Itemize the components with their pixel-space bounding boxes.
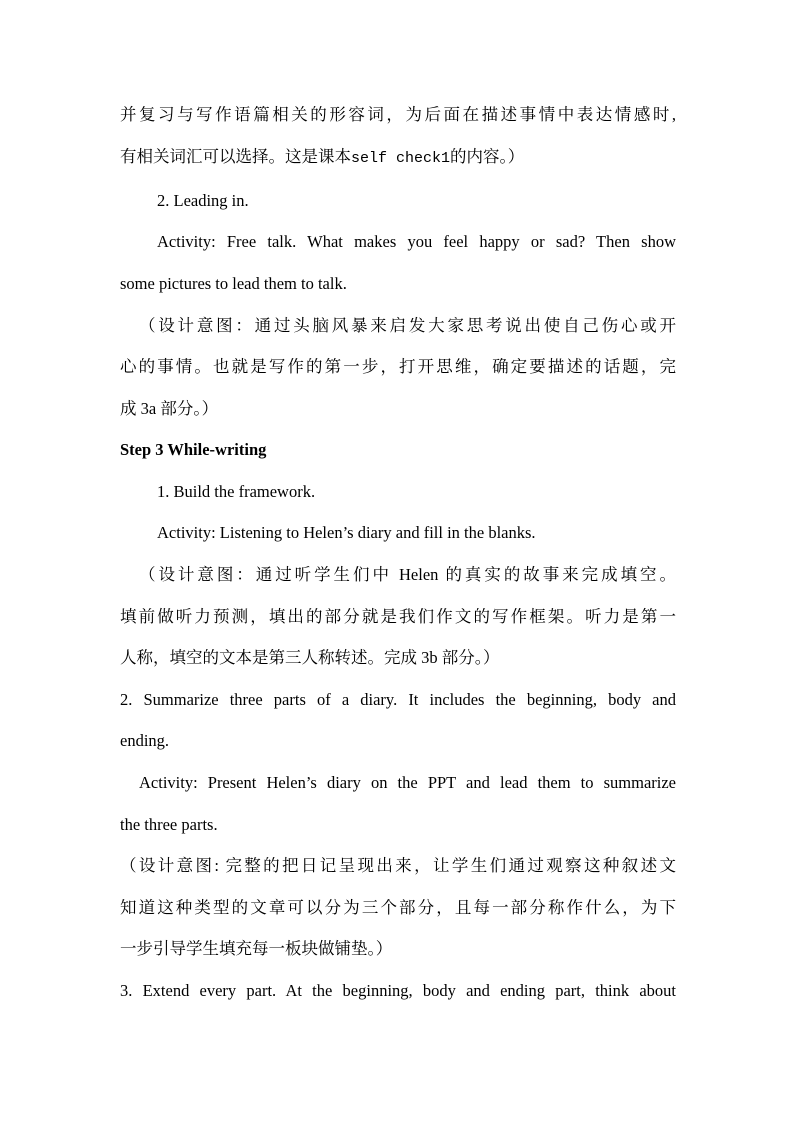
paragraph-line <box>120 937 676 961</box>
line-text: 的内容。） <box>450 147 525 166</box>
paragraph-line <box>120 355 676 379</box>
paragraph-line <box>120 813 676 837</box>
paragraph-line <box>139 314 676 338</box>
line-text: Activity: Listening to Helen’s diary and fill in the blanks. <box>157 523 536 542</box>
paragraph-line <box>120 145 676 169</box>
document-page <box>120 0 676 1123</box>
paragraph-line <box>139 563 676 587</box>
line-text: 并复习与写作语篇相关的形容词，为后面在描述事情中表达情感时, <box>120 105 676 124</box>
paragraph-line <box>120 272 676 296</box>
line-text: Activity: Present Helen’s diary on the PPT and lead them to summarize <box>139 773 676 792</box>
step-heading <box>120 438 676 462</box>
line-text: Step 3 While-writing <box>120 440 267 459</box>
paragraph-line <box>139 771 676 795</box>
line-text: Activity: Free talk. What makes you feel happy or sad? Then show <box>157 232 676 251</box>
paragraph-line <box>120 103 676 127</box>
line-text: 填前做听力预测，填出的部分就是我们作文的写作框架。听力是第一 <box>120 607 676 626</box>
line-text: 1. Build the framework. <box>157 482 316 501</box>
paragraph-line <box>157 230 676 254</box>
inline-code: self check1 <box>351 150 451 167</box>
line-text: 一步引导学生填充每一板块做铺垫。） <box>120 939 393 958</box>
line-text: 心的事情。也就是写作的第一步，打开思维，确定要描述的话题，完 <box>120 357 676 376</box>
line-text: 3. Extend every part. At the beginning, body and ending part, think about <box>120 981 676 1000</box>
section-heading <box>157 480 676 504</box>
paragraph-line <box>120 605 676 629</box>
line-text: （设计意图：通过听学生们中 Helen 的真实的故事来完成填空。 <box>139 565 676 584</box>
paragraph-line <box>120 854 676 878</box>
paragraph-line <box>120 646 676 670</box>
line-text: 知道这种类型的文章可以分为三个部分，且每一部分称作什么，为下 <box>120 898 676 917</box>
line-text: （设计意图：通过头脑风暴来启发大家思考说出使自己伤心或开 <box>139 316 676 335</box>
line-text: 2. Summarize three parts of a diary. It includes the beginning, body and <box>120 690 676 709</box>
section-heading <box>157 189 676 213</box>
paragraph-line <box>120 729 676 753</box>
paragraph-line <box>120 397 676 421</box>
paragraph-line <box>120 688 676 712</box>
paragraph-line <box>120 979 676 1003</box>
line-text: 成 3a 部分。） <box>120 399 219 418</box>
line-text: ending. <box>120 731 170 750</box>
line-text: some pictures to lead them to talk. <box>120 274 347 293</box>
paragraph-line <box>157 521 676 545</box>
paragraph-line <box>120 896 676 920</box>
line-text: （设计意图: 完整的把日记呈现出来，让学生们通过观察这种叙述文 <box>120 856 676 875</box>
line-text: 2. Leading in. <box>157 191 249 210</box>
line-text: the three parts. <box>120 815 218 834</box>
line-text: 人称，填空的文本是第三人称转述。完成 3b 部分。） <box>120 648 500 667</box>
line-text: 有相关词汇可以选择。这是课本 <box>120 147 351 166</box>
